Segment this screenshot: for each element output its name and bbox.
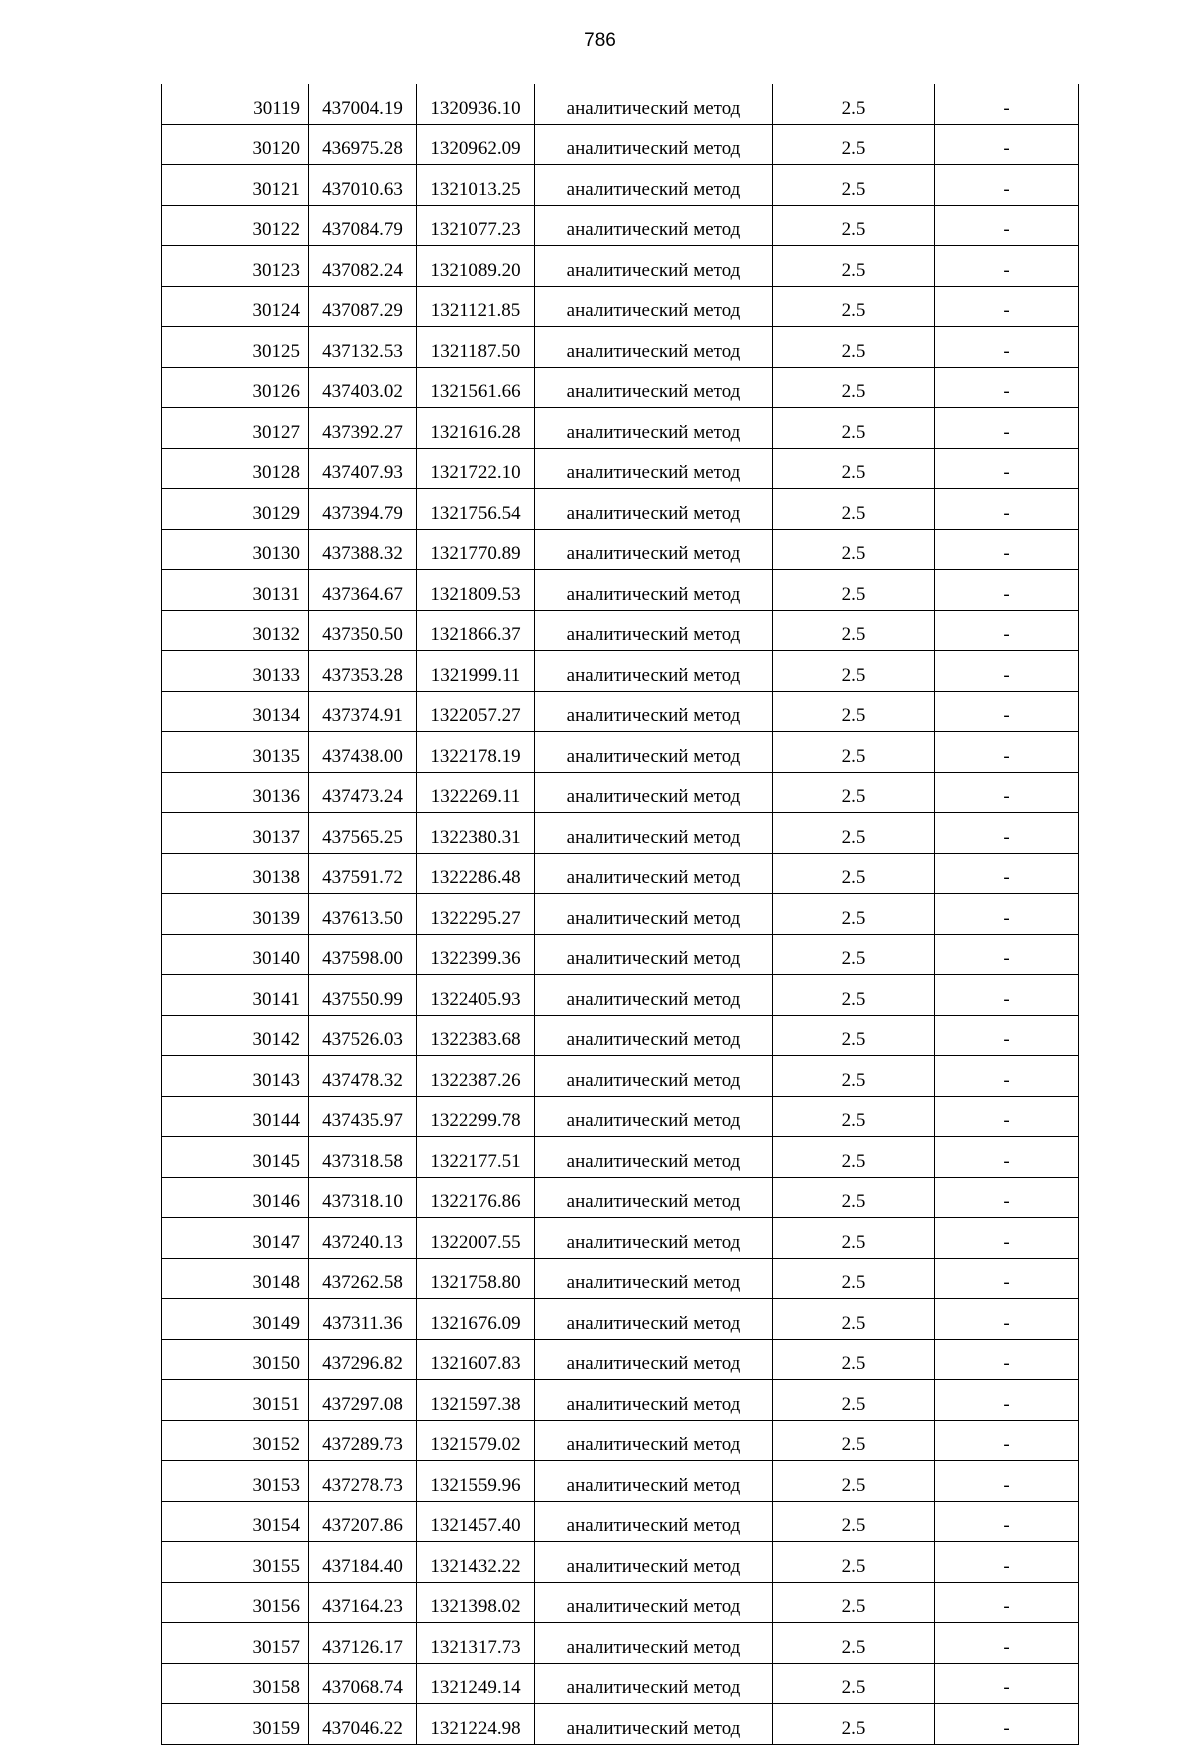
point-number-cell: 30122 [162,205,309,246]
coordinate-x-cell: 437435.97 [309,1096,417,1137]
coordinate-y-cell: 1322007.55 [417,1218,535,1259]
table-row [162,570,1079,611]
method-cell: аналитический метод [535,1542,773,1583]
note-cell: - [935,1258,1079,1299]
point-number-cell: 30143 [162,1056,309,1097]
coordinate-x-cell: 437087.29 [309,286,417,327]
point-number-cell: 30130 [162,529,309,570]
method-cell: аналитический метод [535,1137,773,1178]
method-cell: аналитический метод [535,1501,773,1542]
coordinate-y-cell: 1321722.10 [417,448,535,489]
table-body [162,84,1079,1744]
point-number-cell: 30131 [162,570,309,611]
point-number-cell: 30121 [162,165,309,206]
accuracy-cell: 2.5 [773,1096,935,1137]
method-cell: аналитический метод [535,1218,773,1259]
accuracy-cell: 2.5 [773,367,935,408]
accuracy-cell: 2.5 [773,570,935,611]
method-cell: аналитический метод [535,813,773,854]
coordinate-x-cell: 437010.63 [309,165,417,206]
accuracy-cell: 2.5 [773,975,935,1016]
coordinate-x-cell: 437350.50 [309,610,417,651]
coordinate-y-cell: 1321457.40 [417,1501,535,1542]
coordinate-x-cell: 437207.86 [309,1501,417,1542]
note-cell: - [935,1339,1079,1380]
coordinate-x-cell: 437318.58 [309,1137,417,1178]
method-cell: аналитический метод [535,1380,773,1421]
accuracy-cell: 2.5 [773,1015,935,1056]
coordinate-y-cell: 1322399.36 [417,934,535,975]
coordinate-x-cell: 437364.67 [309,570,417,611]
accuracy-cell: 2.5 [773,1177,935,1218]
accuracy-cell: 2.5 [773,732,935,773]
accuracy-cell: 2.5 [773,246,935,287]
note-cell: - [935,1623,1079,1664]
method-cell: аналитический метод [535,327,773,368]
method-cell: аналитический метод [535,853,773,894]
coordinate-x-cell: 437296.82 [309,1339,417,1380]
accuracy-cell: 2.5 [773,1501,935,1542]
point-number-cell: 30150 [162,1339,309,1380]
point-number-cell: 30151 [162,1380,309,1421]
note-cell: - [935,1218,1079,1259]
accuracy-cell: 2.5 [773,772,935,813]
table-row [162,1461,1079,1502]
note-cell: - [935,570,1079,611]
coordinate-y-cell: 1321809.53 [417,570,535,611]
coordinate-x-cell: 437407.93 [309,448,417,489]
point-number-cell: 30145 [162,1137,309,1178]
method-cell: аналитический метод [535,732,773,773]
coordinate-y-cell: 1320936.10 [417,84,535,124]
method-cell: аналитический метод [535,691,773,732]
table-row [162,651,1079,692]
point-number-cell: 30141 [162,975,309,1016]
accuracy-cell: 2.5 [773,1461,935,1502]
point-number-cell: 30159 [162,1704,309,1745]
coordinate-y-cell: 1322176.86 [417,1177,535,1218]
coordinate-x-cell: 437392.27 [309,408,417,449]
coordinate-x-cell: 437353.28 [309,651,417,692]
point-number-cell: 30153 [162,1461,309,1502]
table-row [162,1015,1079,1056]
point-number-cell: 30128 [162,448,309,489]
note-cell: - [935,1137,1079,1178]
note-cell: - [935,165,1079,206]
coordinate-x-cell: 437184.40 [309,1542,417,1583]
coordinate-y-cell: 1321597.38 [417,1380,535,1421]
note-cell: - [935,813,1079,854]
note-cell: - [935,610,1079,651]
table-row [162,84,1079,124]
coordinate-x-cell: 437126.17 [309,1623,417,1664]
table-row [162,327,1079,368]
method-cell: аналитический метод [535,1704,773,1745]
point-number-cell: 30138 [162,853,309,894]
accuracy-cell: 2.5 [773,448,935,489]
coordinate-y-cell: 1322405.93 [417,975,535,1016]
note-cell: - [935,1015,1079,1056]
accuracy-cell: 2.5 [773,1380,935,1421]
accuracy-cell: 2.5 [773,1056,935,1097]
point-number-cell: 30119 [162,84,309,124]
table-row [162,894,1079,935]
point-number-cell: 30134 [162,691,309,732]
note-cell: - [935,286,1079,327]
table-row [162,975,1079,1016]
table-row [162,448,1079,489]
accuracy-cell: 2.5 [773,651,935,692]
coordinate-x-cell: 437598.00 [309,934,417,975]
table-row [162,772,1079,813]
coordinate-y-cell: 1322299.78 [417,1096,535,1137]
accuracy-cell: 2.5 [773,894,935,935]
point-number-cell: 30127 [162,408,309,449]
note-cell: - [935,1501,1079,1542]
coordinate-y-cell: 1321432.22 [417,1542,535,1583]
table-row [162,1258,1079,1299]
coordinate-x-cell: 437164.23 [309,1582,417,1623]
accuracy-cell: 2.5 [773,1704,935,1745]
coordinate-x-cell: 437084.79 [309,205,417,246]
note-cell: - [935,975,1079,1016]
point-number-cell: 30135 [162,732,309,773]
coordinate-x-cell: 437278.73 [309,1461,417,1502]
coordinate-x-cell: 437297.08 [309,1380,417,1421]
point-number-cell: 30144 [162,1096,309,1137]
table-row [162,529,1079,570]
note-cell: - [935,1056,1079,1097]
method-cell: аналитический метод [535,1015,773,1056]
coordinate-x-cell: 437403.02 [309,367,417,408]
method-cell: аналитический метод [535,1258,773,1299]
note-cell: - [935,691,1079,732]
accuracy-cell: 2.5 [773,1582,935,1623]
method-cell: аналитический метод [535,1177,773,1218]
point-number-cell: 30124 [162,286,309,327]
method-cell: аналитический метод [535,1623,773,1664]
coordinate-y-cell: 1322057.27 [417,691,535,732]
note-cell: - [935,1582,1079,1623]
point-number-cell: 30120 [162,124,309,165]
note-cell: - [935,732,1079,773]
accuracy-cell: 2.5 [773,1420,935,1461]
note-cell: - [935,1299,1079,1340]
point-number-cell: 30155 [162,1542,309,1583]
table-row [162,1218,1079,1259]
coordinate-x-cell: 437374.91 [309,691,417,732]
coordinate-y-cell: 1321607.83 [417,1339,535,1380]
method-cell: аналитический метод [535,975,773,1016]
point-number-cell: 30152 [162,1420,309,1461]
method-cell: аналитический метод [535,1582,773,1623]
accuracy-cell: 2.5 [773,1218,935,1259]
coordinate-y-cell: 1322380.31 [417,813,535,854]
coordinate-y-cell: 1322177.51 [417,1137,535,1178]
table-row [162,1542,1079,1583]
coordinate-y-cell: 1321561.66 [417,367,535,408]
note-cell: - [935,894,1079,935]
coordinate-x-cell: 437004.19 [309,84,417,124]
coordinate-x-cell: 437613.50 [309,894,417,935]
coordinate-x-cell: 437132.53 [309,327,417,368]
point-number-cell: 30132 [162,610,309,651]
coordinate-x-cell: 437240.13 [309,1218,417,1259]
table-row [162,1299,1079,1340]
accuracy-cell: 2.5 [773,1542,935,1583]
coordinate-x-cell: 437289.73 [309,1420,417,1461]
page-number: 786 [584,30,616,51]
coordinate-y-cell: 1321013.25 [417,165,535,206]
point-number-cell: 30146 [162,1177,309,1218]
note-cell: - [935,934,1079,975]
method-cell: аналитический метод [535,489,773,530]
coordinate-y-cell: 1321121.85 [417,286,535,327]
coordinate-y-cell: 1321866.37 [417,610,535,651]
table-row [162,813,1079,854]
method-cell: аналитический метод [535,408,773,449]
note-cell: - [935,772,1079,813]
coordinate-y-cell: 1322295.27 [417,894,535,935]
table-row [162,1177,1079,1218]
coordinate-y-cell: 1321077.23 [417,205,535,246]
table-row [162,205,1079,246]
accuracy-cell: 2.5 [773,813,935,854]
coordinate-y-cell: 1321559.96 [417,1461,535,1502]
coordinate-y-cell: 1321999.11 [417,651,535,692]
method-cell: аналитический метод [535,651,773,692]
coordinate-y-cell: 1321187.50 [417,327,535,368]
point-number-cell: 30156 [162,1582,309,1623]
coordinate-y-cell: 1322387.26 [417,1056,535,1097]
method-cell: аналитический метод [535,529,773,570]
coordinate-y-cell: 1320962.09 [417,124,535,165]
table-row [162,408,1079,449]
accuracy-cell: 2.5 [773,610,935,651]
point-number-cell: 30123 [162,246,309,287]
method-cell: аналитический метод [535,772,773,813]
point-number-cell: 30137 [162,813,309,854]
accuracy-cell: 2.5 [773,691,935,732]
accuracy-cell: 2.5 [773,1299,935,1340]
coordinate-y-cell: 1321317.73 [417,1623,535,1664]
table-row [162,1096,1079,1137]
accuracy-cell: 2.5 [773,84,935,124]
coordinate-y-cell: 1322178.19 [417,732,535,773]
coordinate-y-cell: 1322269.11 [417,772,535,813]
table-row [162,853,1079,894]
point-number-cell: 30139 [162,894,309,935]
method-cell: аналитический метод [535,1339,773,1380]
table-row [162,1663,1079,1704]
point-number-cell: 30140 [162,934,309,975]
accuracy-cell: 2.5 [773,853,935,894]
point-number-cell: 30157 [162,1623,309,1664]
point-number-cell: 30149 [162,1299,309,1340]
table-row [162,1501,1079,1542]
note-cell: - [935,1542,1079,1583]
note-cell: - [935,853,1079,894]
coordinate-x-cell: 437550.99 [309,975,417,1016]
table-row [162,367,1079,408]
coordinate-y-cell: 1321398.02 [417,1582,535,1623]
note-cell: - [935,1663,1079,1704]
coordinate-y-cell: 1321616.28 [417,408,535,449]
accuracy-cell: 2.5 [773,934,935,975]
note-cell: - [935,651,1079,692]
coordinate-x-cell: 437311.36 [309,1299,417,1340]
point-number-cell: 30129 [162,489,309,530]
coordinate-x-cell: 436975.28 [309,124,417,165]
method-cell: аналитический метод [535,610,773,651]
coordinate-x-cell: 437526.03 [309,1015,417,1056]
coordinate-x-cell: 437046.22 [309,1704,417,1745]
table-row [162,934,1079,975]
coordinate-y-cell: 1322286.48 [417,853,535,894]
note-cell: - [935,1704,1079,1745]
point-number-cell: 30148 [162,1258,309,1299]
coordinate-x-cell: 437394.79 [309,489,417,530]
coordinate-x-cell: 437473.24 [309,772,417,813]
table-row [162,1704,1079,1745]
table-row [162,286,1079,327]
note-cell: - [935,205,1079,246]
coordinate-y-cell: 1321579.02 [417,1420,535,1461]
coordinate-y-cell: 1322383.68 [417,1015,535,1056]
accuracy-cell: 2.5 [773,1663,935,1704]
method-cell: аналитический метод [535,570,773,611]
table-row [162,691,1079,732]
note-cell: - [935,246,1079,287]
table-row [162,732,1079,773]
coordinate-x-cell: 437068.74 [309,1663,417,1704]
method-cell: аналитический метод [535,1056,773,1097]
method-cell: аналитический метод [535,124,773,165]
accuracy-cell: 2.5 [773,1137,935,1178]
note-cell: - [935,1380,1079,1421]
accuracy-cell: 2.5 [773,327,935,368]
method-cell: аналитический метод [535,934,773,975]
coordinate-x-cell: 437388.32 [309,529,417,570]
note-cell: - [935,1420,1079,1461]
table-row [162,489,1079,530]
note-cell: - [935,489,1079,530]
accuracy-cell: 2.5 [773,529,935,570]
table-row [162,246,1079,287]
accuracy-cell: 2.5 [773,124,935,165]
point-number-cell: 30126 [162,367,309,408]
accuracy-cell: 2.5 [773,1623,935,1664]
table-row [162,1420,1079,1461]
coordinate-x-cell: 437082.24 [309,246,417,287]
note-cell: - [935,408,1079,449]
table-row [162,1339,1079,1380]
table-row [162,1380,1079,1421]
note-cell: - [935,1177,1079,1218]
table-row [162,1582,1079,1623]
accuracy-cell: 2.5 [773,1258,935,1299]
method-cell: аналитический метод [535,246,773,287]
method-cell: аналитический метод [535,205,773,246]
point-number-cell: 30147 [162,1218,309,1259]
coordinate-y-cell: 1321676.09 [417,1299,535,1340]
table-row [162,165,1079,206]
coordinate-x-cell: 437478.32 [309,1056,417,1097]
point-number-cell: 30125 [162,327,309,368]
note-cell: - [935,529,1079,570]
coordinate-y-cell: 1321770.89 [417,529,535,570]
coordinate-y-cell: 1321758.80 [417,1258,535,1299]
method-cell: аналитический метод [535,1420,773,1461]
method-cell: аналитический метод [535,84,773,124]
coordinate-x-cell: 437438.00 [309,732,417,773]
coordinate-y-cell: 1321089.20 [417,246,535,287]
note-cell: - [935,124,1079,165]
method-cell: аналитический метод [535,1096,773,1137]
coordinate-y-cell: 1321249.14 [417,1663,535,1704]
point-number-cell: 30136 [162,772,309,813]
accuracy-cell: 2.5 [773,286,935,327]
method-cell: аналитический метод [535,448,773,489]
method-cell: аналитический метод [535,1663,773,1704]
accuracy-cell: 2.5 [773,1339,935,1380]
method-cell: аналитический метод [535,1461,773,1502]
point-number-cell: 30154 [162,1501,309,1542]
note-cell: - [935,1461,1079,1502]
coordinate-x-cell: 437565.25 [309,813,417,854]
method-cell: аналитический метод [535,367,773,408]
point-number-cell: 30133 [162,651,309,692]
note-cell: - [935,1096,1079,1137]
coordinate-x-cell: 437591.72 [309,853,417,894]
point-number-cell: 30158 [162,1663,309,1704]
note-cell: - [935,367,1079,408]
table-row [162,1056,1079,1097]
table-row [162,1137,1079,1178]
accuracy-cell: 2.5 [773,205,935,246]
coordinates-table [161,84,1079,1745]
coordinate-x-cell: 437262.58 [309,1258,417,1299]
accuracy-cell: 2.5 [773,408,935,449]
point-number-cell: 30142 [162,1015,309,1056]
note-cell: - [935,327,1079,368]
table-row [162,1623,1079,1664]
coordinate-y-cell: 1321756.54 [417,489,535,530]
note-cell: - [935,84,1079,124]
table-row [162,124,1079,165]
method-cell: аналитический метод [535,894,773,935]
table-row [162,610,1079,651]
note-cell: - [935,448,1079,489]
method-cell: аналитический метод [535,1299,773,1340]
coordinate-y-cell: 1321224.98 [417,1704,535,1745]
accuracy-cell: 2.5 [773,165,935,206]
accuracy-cell: 2.5 [773,489,935,530]
method-cell: аналитический метод [535,286,773,327]
method-cell: аналитический метод [535,165,773,206]
coordinate-x-cell: 437318.10 [309,1177,417,1218]
